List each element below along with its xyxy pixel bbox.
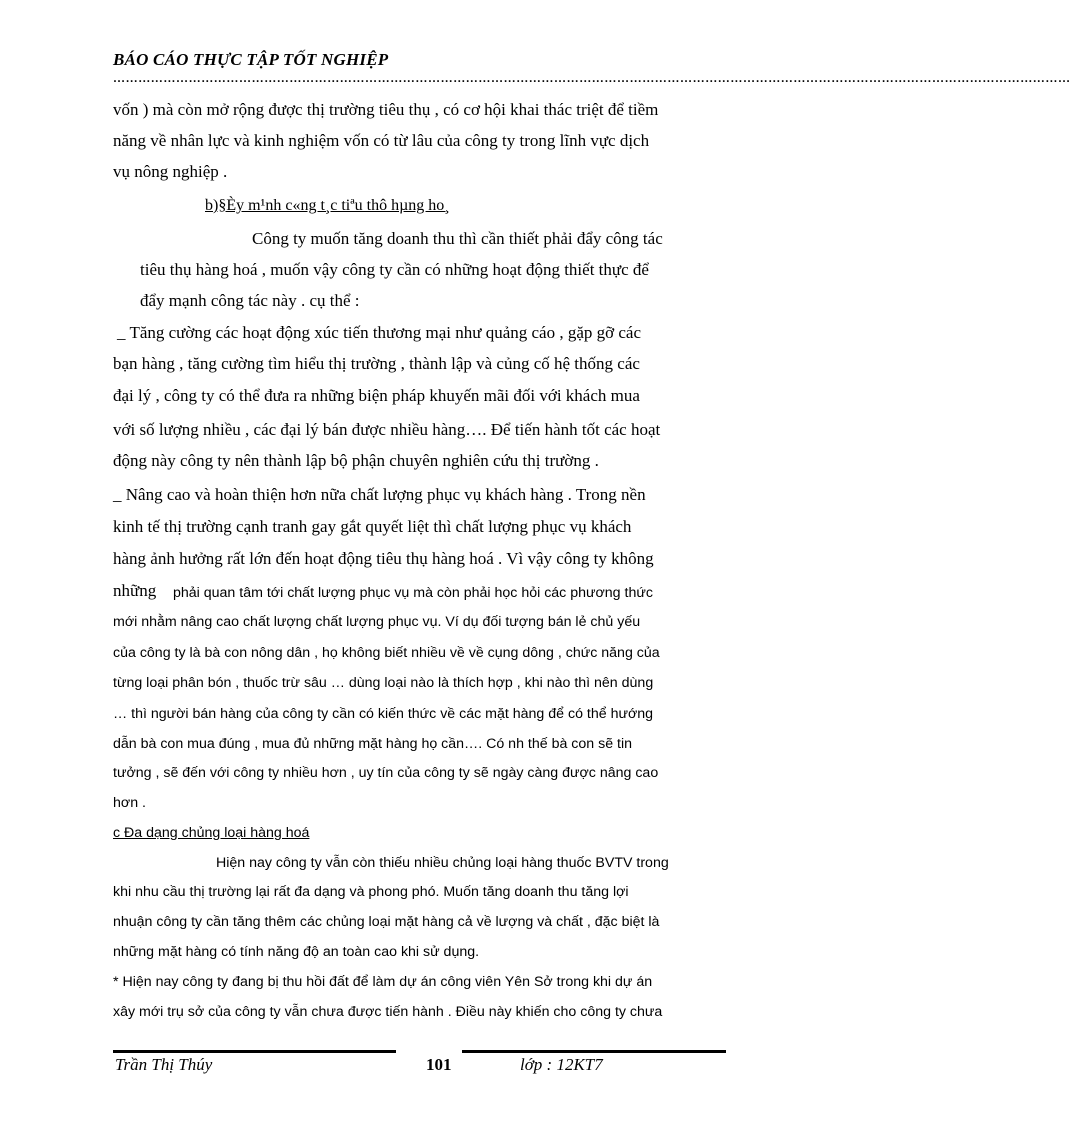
body-line: những: [113, 581, 157, 600]
page-number: 101: [426, 1055, 452, 1074]
body-line: với số lượng nhiều , các đại lý bán được nhiều hàng…. Để tiến hành tốt các hoạt: [113, 420, 661, 439]
body-line: đẩy mạnh công tác này . cụ thể :: [140, 291, 360, 310]
footer-class-label: lớp : 12KT7: [520, 1055, 603, 1074]
body-line: mới nhằm nâng cao chất lượng chất lượng phục vụ. Ví dụ đối tượng bán lẻ chủ yếu: [113, 614, 641, 630]
report-header-title: BÁO CÁO THỰC TẬP TỐT NGHIỆP: [113, 50, 389, 69]
body-line: vụ nông nghiệp .: [113, 162, 228, 181]
body-line: bạn hàng , tăng cường tìm hiểu thị trường , thành lập và củng cố hệ thống các: [113, 354, 640, 373]
body-line: phải quan tâm tới chất lượng phục vụ mà còn phải học hỏi các phương thức: [173, 585, 653, 601]
body-line: Công ty muốn tăng doanh thu thì cần thiết phải đẩy công tác: [252, 229, 663, 248]
body-line: từng loại phân bón , thuốc trừ sâu … dùng loại nào là thích hợp , khi nào thì nên dùng: [113, 675, 654, 691]
body-line: xây mới trụ sở của công ty vẫn chưa được tiến hành . Điều này khiến cho công ty chưa: [113, 1004, 663, 1020]
body-line: vốn ) mà còn mở rộng được thị trường tiêu thụ , có cơ hội khai thác triệt để tiềm: [113, 100, 659, 119]
body-line: * Hiện nay công ty đang bị thu hồi đất để làm dự án công viên Yên Sở trong khi dự án: [113, 974, 653, 990]
header-dotted-rule: …………………………………………………………………………………………………………………………………………………………………………………………………………: [113, 71, 1071, 85]
body-line: đại lý , công ty có thể đưa ra những biện pháp khuyến mãi đối với khách mua: [113, 386, 640, 405]
body-line: dẫn bà con mua đúng , mua đủ những mặt hàng họ cần…. Có nh thế bà con sẽ tin: [113, 736, 633, 752]
body-line: nhuận công ty cần tăng thêm các chủng loại mặt hàng cả về lượng và chất , đặc biệt là: [113, 914, 660, 930]
body-line: kinh tế thị trường cạnh tranh gay gắt quyết liệt thì chất lượng phục vụ khách: [113, 517, 632, 536]
footer-author: Trần Thị Thúy: [115, 1055, 213, 1074]
body-line: động này công ty nên thành lập bộ phận chuyên nghiên cứu thị trường .: [113, 451, 599, 470]
body-line: năng về nhân lực và kinh nghiệm vốn có từ lâu của công ty trong lĩnh vực dịch: [113, 131, 650, 150]
body-line: … thì người bán hàng của công ty cần có kiến thức về các mặt hàng để có thể hướng: [113, 706, 654, 722]
section-heading-c: c Đa dạng chủng loại hàng hoá: [113, 825, 310, 841]
body-line: tưởng , sẽ đến với công ty nhiều hơn , uy tín của công ty sẽ ngày càng được nâng cao: [113, 765, 659, 781]
body-line: khi nhu cầu thị trường lại rất đa dạng và phong phó. Muốn tăng doanh thu tăng lợi: [113, 884, 629, 900]
body-line: hơn .: [113, 795, 146, 811]
footer-rule-right: [462, 1050, 726, 1053]
footer-rule-left: [113, 1050, 396, 1053]
body-line: _ Tăng cường các hoạt động xúc tiến thương mại như quảng cáo , gặp gỡ các: [117, 323, 642, 342]
body-line: những mặt hàng có tính năng độ an toàn cao khi sử dụng.: [113, 944, 480, 960]
section-heading-b: b)§Èy m¹nh c«ng t¸c tiªu thô hµng ho¸: [205, 197, 450, 214]
body-line: tiêu thụ hàng hoá , muốn vậy công ty cần có những hoạt động thiết thực để: [140, 260, 649, 279]
body-line: _ Nâng cao và hoàn thiện hơn nữa chất lượng phục vụ khách hàng . Trong nền: [113, 485, 646, 504]
body-line: của công ty là bà con nông dân , họ không biết nhiều về về cụng dông , chức năng của: [113, 645, 660, 661]
body-line: hàng ảnh hưởng rất lớn đến hoạt động tiêu thụ hàng hoá . Vì vậy công ty không: [113, 549, 654, 568]
body-line: Hiện nay công ty vẫn còn thiếu nhiều chủng loại hàng thuốc BVTV trong: [216, 855, 669, 871]
